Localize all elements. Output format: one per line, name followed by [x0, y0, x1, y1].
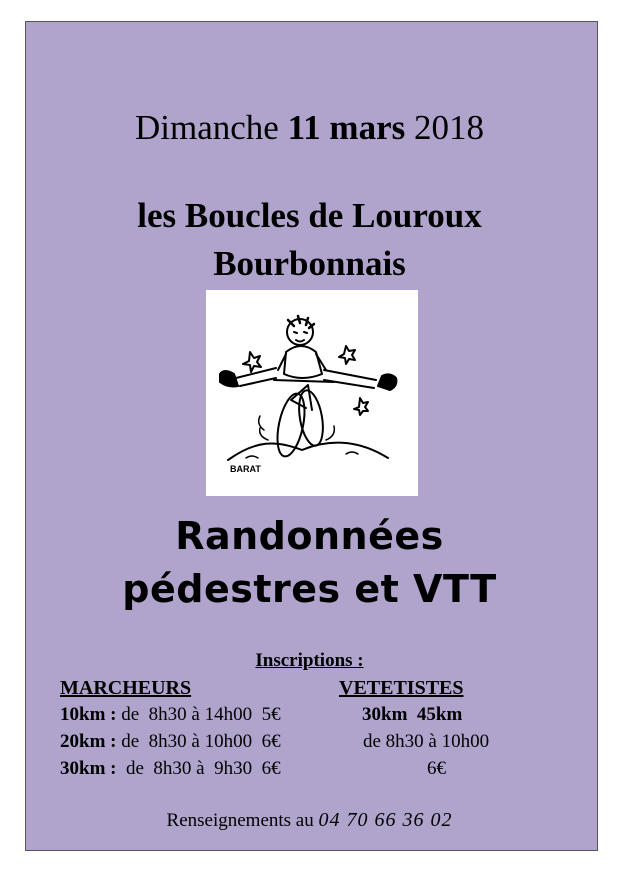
illustration-signature: BARAT: [230, 464, 261, 474]
cyclist-illustration: [206, 290, 418, 496]
title-line-1: les Boucles de Louroux: [137, 196, 482, 235]
marcheurs-row-10km: [60, 703, 281, 727]
event-date: [0, 104, 619, 152]
date-year: 2018: [413, 108, 484, 147]
marcheurs-detail: de 8h30 à 9h30 6€: [116, 758, 281, 779]
cyclist-drawing: [206, 290, 418, 496]
vetetistes-header: VETETISTES: [339, 677, 464, 699]
event-headline: [0, 510, 619, 616]
vetetistes-price: 6€: [427, 758, 446, 779]
vetetistes-distances: 30km 45km: [362, 704, 463, 725]
contact-phone: 04 70 66 36 02: [318, 809, 453, 831]
contact-line: [0, 807, 619, 834]
contact-label: Renseignements au: [166, 810, 314, 831]
title-line-2: Bourbonnais: [213, 244, 406, 283]
vetetistes-hours: de 8h30 à 10h00: [363, 731, 490, 752]
marcheurs-km: 20km :: [60, 731, 117, 752]
marcheurs-row-30km: [60, 757, 281, 781]
inscriptions-label: Inscriptions :: [255, 650, 364, 671]
date-day-month: 11 mars: [287, 108, 406, 147]
headline-line-1: Randonnées: [175, 514, 444, 558]
event-title: [0, 192, 619, 288]
marcheurs-header: MARCHEURS: [60, 677, 192, 699]
marcheurs-km: 30km :: [60, 758, 117, 779]
date-prefix: Dimanche: [135, 108, 279, 147]
headline-line-2: pédestres et VTT: [122, 567, 497, 611]
marcheurs-detail: de 8h30 à 14h00 5€: [116, 704, 281, 725]
marcheurs-detail: de 8h30 à 10h00 6€: [116, 731, 281, 752]
marcheurs-km: 10km :: [60, 704, 117, 725]
marcheurs-row-20km: [60, 730, 281, 754]
